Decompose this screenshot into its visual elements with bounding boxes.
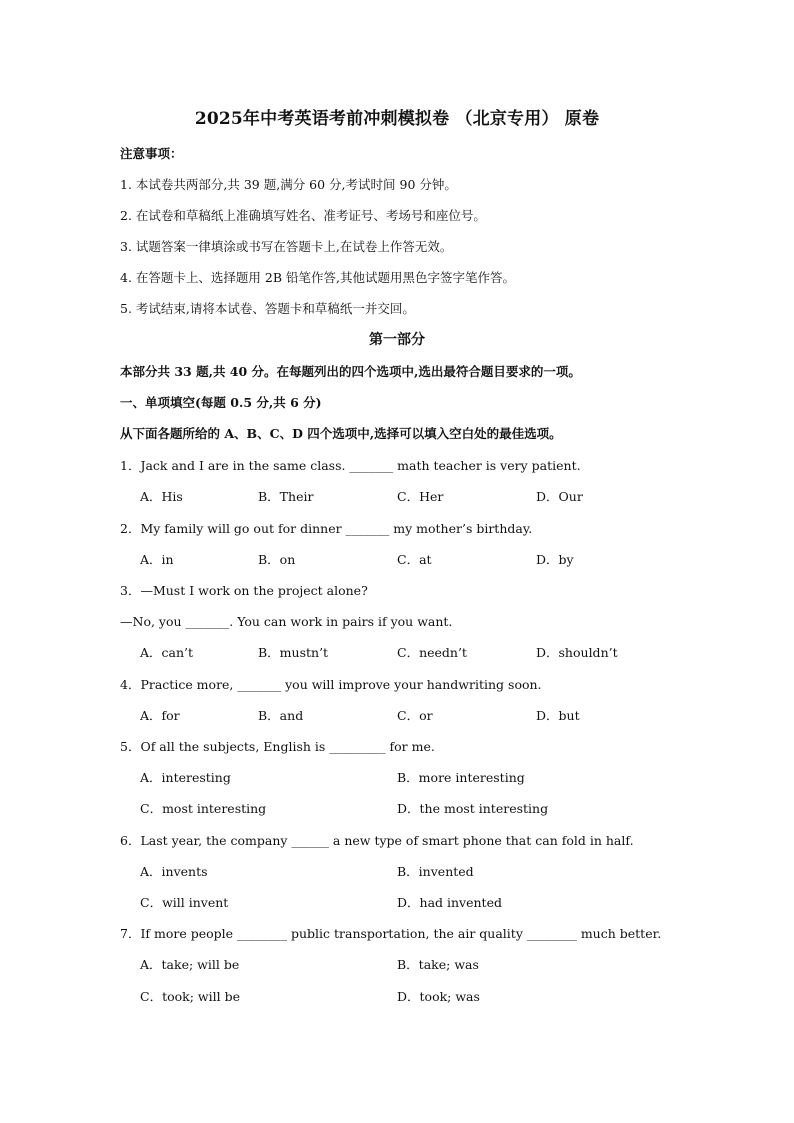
option-d: D．by	[536, 552, 574, 567]
option-c: C．needn’t	[397, 645, 467, 660]
option-a: A．interesting	[140, 770, 231, 785]
part-heading: 第一部分	[369, 332, 425, 348]
option-d: D．shouldn’t	[536, 645, 618, 660]
option-c: C．at	[397, 552, 432, 567]
question-stem: 1．Jack and I are in the same class. _______ math teacher is very patient.	[120, 458, 581, 473]
notice-item: 4. 在答题卡上、选择题用 2B 铅笔作答,其他试题用黑色字签字笔作答。	[120, 270, 515, 285]
option-c: C．most interesting	[140, 801, 267, 816]
notice-item: 3. 试题答案一律填涂或书写在答题卡上,在试卷上作答无效。	[120, 239, 453, 254]
option-c: C．will invent	[140, 895, 229, 910]
question-stem: 7．If more people ________ public transportation, the air quality ________ much better.	[120, 926, 662, 941]
question-stem: 4．Practice more, _______ you will improve your handwriting soon.	[120, 677, 542, 692]
option-a: A．can’t	[140, 645, 194, 660]
option-c: C．Her	[397, 489, 444, 504]
option-b: B．and	[258, 708, 304, 723]
option-b: B．mustn’t	[258, 645, 329, 660]
option-a: A．in	[140, 552, 174, 567]
option-d: D．but	[536, 708, 580, 723]
option-a: A．take; will be	[140, 957, 240, 972]
option-d: D．the most interesting	[397, 801, 549, 816]
option-b: B．take; was	[397, 957, 479, 972]
notice-item: 5. 考试结束,请将本试卷、答题卡和草稿纸一并交回。	[120, 301, 415, 316]
part-intro: 本部分共 33 题,共 40 分。在每题列出的四个选项中,选出最符合题目要求的一项。	[120, 364, 581, 379]
option-a: A．for	[140, 708, 180, 723]
option-b: B．invented	[397, 864, 474, 879]
option-a: A．invents	[140, 864, 208, 879]
section-instruction: 从下面各题所给的 A、B、C、D 四个选项中,选择可以填入空白处的最佳选项。	[120, 426, 562, 441]
option-c: C．or	[397, 708, 433, 723]
question-stem: 6．Last year, the company ______ a new type of smart phone that can fold in half.	[120, 833, 634, 848]
question-stem: 3．—Must I work on the project alone?	[120, 583, 368, 598]
option-a: A．His	[140, 489, 183, 504]
question-stem-continued: —No, you _______. You can work in pairs if you want.	[120, 614, 453, 629]
question-stem: 5．Of all the subjects, English is _________ for me.	[120, 739, 435, 754]
question-stem: 2．My family will go out for dinner _______ my mother’s birthday.	[120, 521, 533, 536]
option-d: D．had invented	[397, 895, 502, 910]
notice-item: 2. 在试卷和草稿纸上准确填写姓名、准考证号、考场号和座位号。	[120, 208, 486, 223]
notice-heading: 注意事项：	[120, 146, 183, 161]
option-b: B．more interesting	[397, 770, 525, 785]
option-d: D．took; was	[397, 989, 480, 1004]
exam-title: 2025年中考英语考前冲刺模拟卷 （北京专用） 原卷	[194, 109, 600, 129]
option-d: D．Our	[536, 489, 583, 504]
option-b: B．on	[258, 552, 296, 567]
notice-item: 1. 本试卷共两部分,共 39 题,满分 60 分,考试时间 90 分钟。	[120, 177, 457, 192]
option-b: B．Their	[258, 489, 314, 504]
option-c: C．took; will be	[140, 989, 240, 1004]
section-title: 一、单项填空(每题 0.5 分,共 6 分)	[120, 395, 322, 410]
